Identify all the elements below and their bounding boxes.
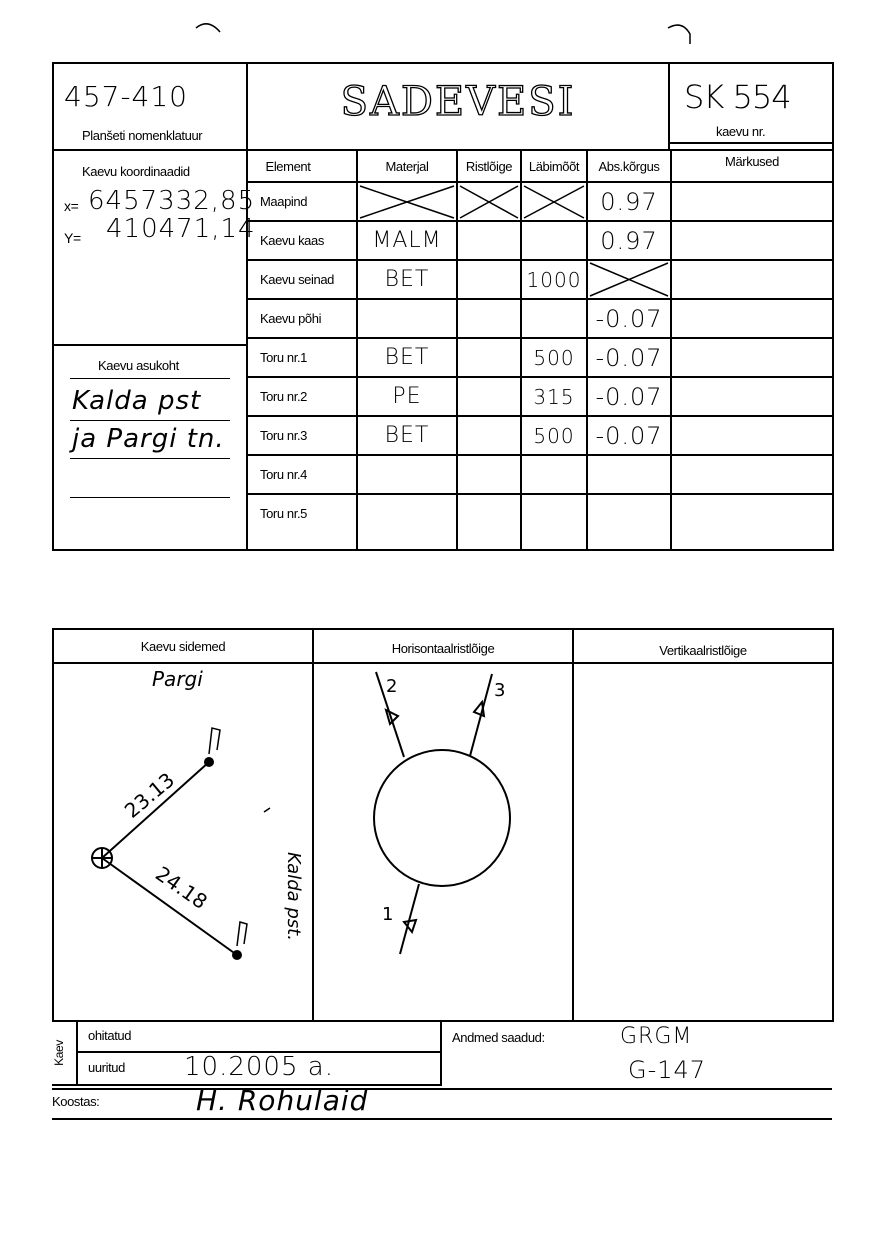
page-title: SADEVESI [340,79,576,125]
footer-side-label: Kaev [51,1040,66,1066]
cell-element: Toru nr.1 [260,350,307,365]
punch-hole-marks [0,0,874,60]
cell-notes [672,183,832,220]
nomenclature-value: 457-410 [64,80,188,113]
cell-section [458,300,520,337]
cell-abs-height: -0.07 [595,382,663,411]
data-source-value-2: G-147 [628,1056,707,1084]
cell-element: Toru nr.2 [260,389,307,404]
cell-abs-height [588,456,670,493]
cell-material [358,456,456,493]
cell-element: Kaevu põhi [260,311,322,326]
cell-material [358,183,456,220]
approved-label: ohitatud [88,1028,132,1043]
col-header-notes: Märkused [725,153,779,169]
cell-section [458,222,520,259]
pipe-label-3: 3 [494,680,506,701]
cell-notes [672,261,832,298]
vertical-section-label: Vertikaalristlõige [659,642,747,658]
cell-diameter: 315 [533,384,575,409]
location-line-1: Kalda pst [72,386,202,416]
cell-section [458,378,520,415]
ties-distance-1: 23.13 [119,767,180,823]
ties-distance-2: 24.18 [151,861,212,914]
location-label: Kaevu asukoht [98,358,179,373]
col-header-abs-height: Abs.kõrgus [598,158,660,174]
horizontal-section-sketch [314,664,572,1020]
cell-diameter [522,183,586,220]
location-line-2: ja Pargi tn. [72,424,225,454]
coord-y-label: Y= [64,230,81,246]
compiled-value: H. Rohulaid [196,1084,369,1117]
checked-value: 10.2005 a. [184,1052,334,1082]
cell-diameter: 500 [533,423,575,448]
col-header-diameter: Läbimõõt [528,158,580,174]
cell-material [358,300,456,337]
cell-element: Kaevu kaas [260,233,324,248]
cell-notes [672,300,832,337]
coord-x-label: x= [64,198,79,214]
cell-material: PE [392,384,422,409]
cell-section [458,495,520,532]
cell-diameter [522,495,586,532]
cell-diameter [522,300,586,337]
coordinates-label: Kaevu koordinaadid [82,164,190,179]
cell-section [458,261,520,298]
cell-diameter: 500 [533,345,575,370]
cell-diameter [522,222,586,259]
cell-diameter: 1000 [526,267,582,292]
cell-section [458,183,520,220]
col-header-section: Ristlõige [465,158,513,174]
ties-street-top: Pargi [152,667,203,691]
cell-section [458,456,520,493]
cell-material: BET [384,345,430,370]
cell-material: BET [384,423,430,448]
cell-diameter [522,456,586,493]
cell-abs-height: 0.97 [600,226,658,255]
cell-element: Kaevu seinad [260,272,334,287]
cell-notes [672,378,832,415]
cell-section [458,339,520,376]
pipe-label-1: 1 [382,904,394,925]
cell-element: Toru nr.3 [260,428,307,443]
cell-notes [672,495,832,532]
coord-x-value: 6457332,85 [88,186,256,216]
cell-material: BET [384,267,430,292]
cell-abs-height [588,495,670,532]
cell-material [358,495,456,532]
cell-element: Toru nr.4 [260,467,307,482]
coord-y-value: 410471,14 [106,214,256,244]
cell-notes [672,339,832,376]
data-source-value-1: GRGM [620,1024,693,1049]
cell-abs-height: -0.07 [595,421,663,450]
cell-abs-height: -0.07 [595,304,663,333]
cell-abs-height [588,261,670,298]
nomenclature-label: Planšeti nomenklatuur [82,128,203,143]
cell-abs-height: -0.07 [595,343,663,372]
cell-notes [672,456,832,493]
cell-element: Maapind [260,194,308,209]
well-circle [374,750,510,886]
cell-notes [672,417,832,454]
ties-sketch [54,664,312,1020]
cell-notes [672,222,832,259]
cell-section [458,417,520,454]
col-header-element: Element [265,158,311,174]
pipe-label-2: 2 [386,676,398,697]
checked-label: uuritud [88,1060,125,1075]
well-number-label: kaevu nr. [716,124,766,139]
cell-material: MALM [372,228,442,253]
compiled-label: Koostas: [52,1094,100,1109]
cell-abs-height: 0.97 [600,187,658,216]
data-source-label: Andmed saadud: [452,1030,545,1045]
well-number-value: SK 554 [684,78,791,116]
ties-label: Kaevu sidemed [140,638,226,654]
horizontal-section-label: Horisontaalristlõige [391,640,495,656]
ties-street-side: Kalda pst. [283,852,304,941]
cell-element: Toru nr.5 [260,506,307,521]
col-header-material: Materjal [385,158,429,174]
